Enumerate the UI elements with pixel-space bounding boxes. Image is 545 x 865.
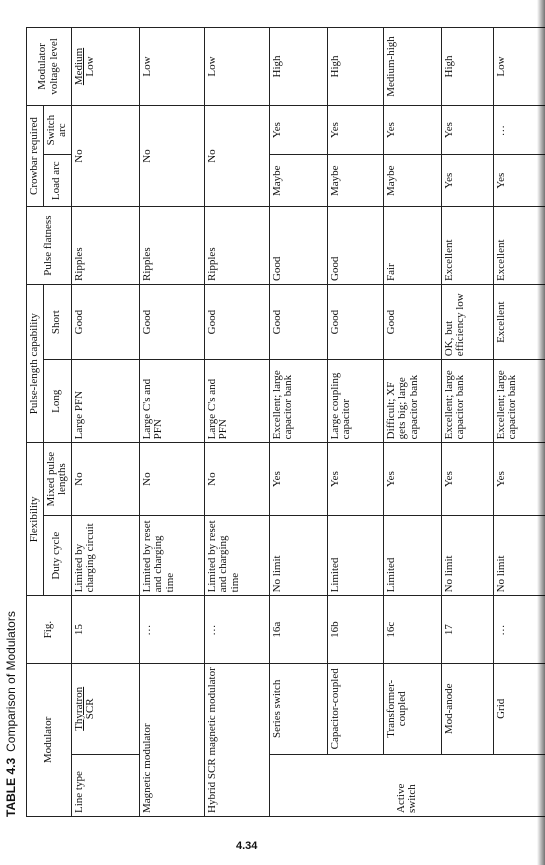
header-pulse-flatness: Pulse flatness	[27, 207, 72, 285]
long-cell: Large PFN	[71, 360, 139, 443]
table-row	[383, 28, 441, 817]
voltage-cell: Medium-high	[383, 28, 441, 106]
fig-cell: 15	[71, 596, 139, 663]
header-modulator: Modulator	[27, 663, 72, 816]
long-cell: Large coupling capacitor	[327, 360, 383, 443]
long-cell: Large C's and PFN	[204, 360, 269, 443]
fig-cell: ...	[139, 596, 204, 663]
row-group-label: Line type	[71, 754, 139, 816]
flat-cell: Excellent	[493, 207, 545, 285]
switch-arc-cell: ...	[493, 105, 545, 154]
header-long: Long	[43, 360, 71, 443]
mixed-cell: Yes	[493, 443, 545, 516]
mixed-cell: Yes	[269, 443, 327, 516]
header-mixed-pulse: Mixed pulse lengths	[43, 443, 71, 516]
row-sub-label: Grid	[493, 663, 545, 754]
row-sub-label: Transformer-coupled	[383, 663, 441, 754]
thyratron-label: Thyratron	[72, 686, 85, 731]
table-number: TABLE 4.3	[4, 757, 18, 817]
flat-cell: Ripples	[71, 207, 139, 285]
voltage-cell: Low	[493, 28, 545, 106]
header-voltage-level: Modulator voltage level	[27, 28, 72, 106]
voltage-cell: High	[441, 28, 493, 106]
header-duty-cycle: Duty cycle	[43, 515, 71, 595]
duty-cell: No limit	[441, 515, 493, 595]
page-number: 4.34	[236, 840, 258, 852]
fig-cell: ...	[493, 596, 545, 663]
header-row-1	[27, 28, 44, 817]
voltage-cell	[71, 28, 139, 106]
mixed-cell: Yes	[327, 443, 383, 516]
duty-cell: No limit	[269, 515, 327, 595]
voltage-top: Medium	[72, 47, 85, 86]
voltage-cell: Low	[139, 28, 204, 106]
mixed-cell: Yes	[441, 443, 493, 516]
fig-cell: ...	[204, 596, 269, 663]
row-sub-label: Capacitor-coupled	[327, 663, 383, 754]
switch-arc-cell: Yes	[327, 105, 383, 154]
crowbar-cell: No	[139, 105, 204, 206]
short-cell: OK, but efficiency low	[441, 285, 493, 360]
header-pulse-length: Pulse-length capability	[27, 285, 44, 443]
mixed-cell: No	[71, 443, 139, 516]
switch-arc-cell: Yes	[269, 105, 327, 154]
load-arc-cell: Maybe	[269, 155, 327, 207]
short-cell: Good	[383, 285, 441, 360]
table-row	[327, 28, 383, 817]
flat-cell: Excellent	[441, 207, 493, 285]
voltage-cell: High	[327, 28, 383, 106]
header-fig: Fig.	[27, 596, 72, 663]
short-cell: Good	[71, 285, 139, 360]
voltage-cell: Low	[204, 28, 269, 106]
short-cell: Excellent	[493, 285, 545, 360]
header-short: Short	[43, 285, 71, 360]
header-flexibility: Flexibility	[27, 443, 44, 596]
table-row	[204, 28, 269, 817]
mixed-cell: No	[139, 443, 204, 516]
scan-edge-shadow	[537, 0, 545, 865]
table-title: Comparison of Modulators	[4, 611, 18, 752]
long-cell: Excellent; large capacitor bank	[441, 360, 493, 443]
duty-cell: Limited by reset and charging time	[139, 515, 204, 595]
header-switch-arc: Switch arc	[43, 105, 71, 154]
mixed-cell: Yes	[383, 443, 441, 516]
fig-cell: 16b	[327, 596, 383, 663]
short-cell: Good	[139, 285, 204, 360]
switch-arc-cell: Yes	[383, 105, 441, 154]
duty-cell: Limited by reset and charging time	[204, 515, 269, 595]
switch-arc-cell: Yes	[441, 105, 493, 154]
table-row	[139, 28, 204, 817]
fig-cell: 16c	[383, 596, 441, 663]
duty-cell: Limited	[383, 515, 441, 595]
row-group-label: Magnetic modulator	[139, 663, 204, 816]
flat-cell: Good	[327, 207, 383, 285]
voltage-cell: High	[269, 28, 327, 106]
crowbar-cell: No	[204, 105, 269, 206]
short-cell: Good	[327, 285, 383, 360]
long-cell: Large C's and PFN	[139, 360, 204, 443]
short-cell: Good	[204, 285, 269, 360]
long-cell: Excellent; large capacitor bank	[493, 360, 545, 443]
table-row	[71, 28, 139, 817]
long-cell: Difficult; XF gets big; large capacitor bank	[383, 360, 441, 443]
row-group-label: Active switch	[269, 754, 545, 816]
load-arc-cell: Yes	[441, 155, 493, 207]
flat-cell: Ripples	[204, 207, 269, 285]
duty-cell: Limited	[327, 515, 383, 595]
mixed-cell: No	[204, 443, 269, 516]
scr-label: SCR	[84, 698, 97, 720]
row-group-label: Hybrid SCR magnetic modulator	[204, 663, 269, 816]
flat-cell: Fair	[383, 207, 441, 285]
load-arc-cell: Yes	[493, 155, 545, 207]
fig-cell: 17	[441, 596, 493, 663]
flat-cell: Ripples	[139, 207, 204, 285]
row-sub-label: Mod-anode	[441, 663, 493, 754]
modulator-comparison-table	[26, 27, 545, 817]
duty-cell: No limit	[493, 515, 545, 595]
crowbar-cell: No	[71, 105, 139, 206]
duty-cell: Limited by charging circuit	[71, 515, 139, 595]
table-wrapper	[0, 27, 525, 817]
load-arc-cell: Maybe	[327, 155, 383, 207]
header-load-arc: Load arc	[43, 155, 71, 207]
long-cell: Excellent; large capacitor bank	[269, 360, 327, 443]
voltage-bottom: Low	[84, 56, 97, 77]
rotated-table-canvas	[0, 25, 545, 845]
header-crowbar: Crowbar required	[27, 105, 44, 206]
table-row	[441, 28, 493, 817]
table-row	[269, 28, 327, 817]
table-caption	[4, 611, 18, 817]
row-sub-label	[71, 663, 139, 754]
load-arc-cell: Maybe	[383, 155, 441, 207]
fig-cell: 16a	[269, 596, 327, 663]
flat-cell: Good	[269, 207, 327, 285]
row-sub-label: Series switch	[269, 663, 327, 754]
short-cell: Good	[269, 285, 327, 360]
